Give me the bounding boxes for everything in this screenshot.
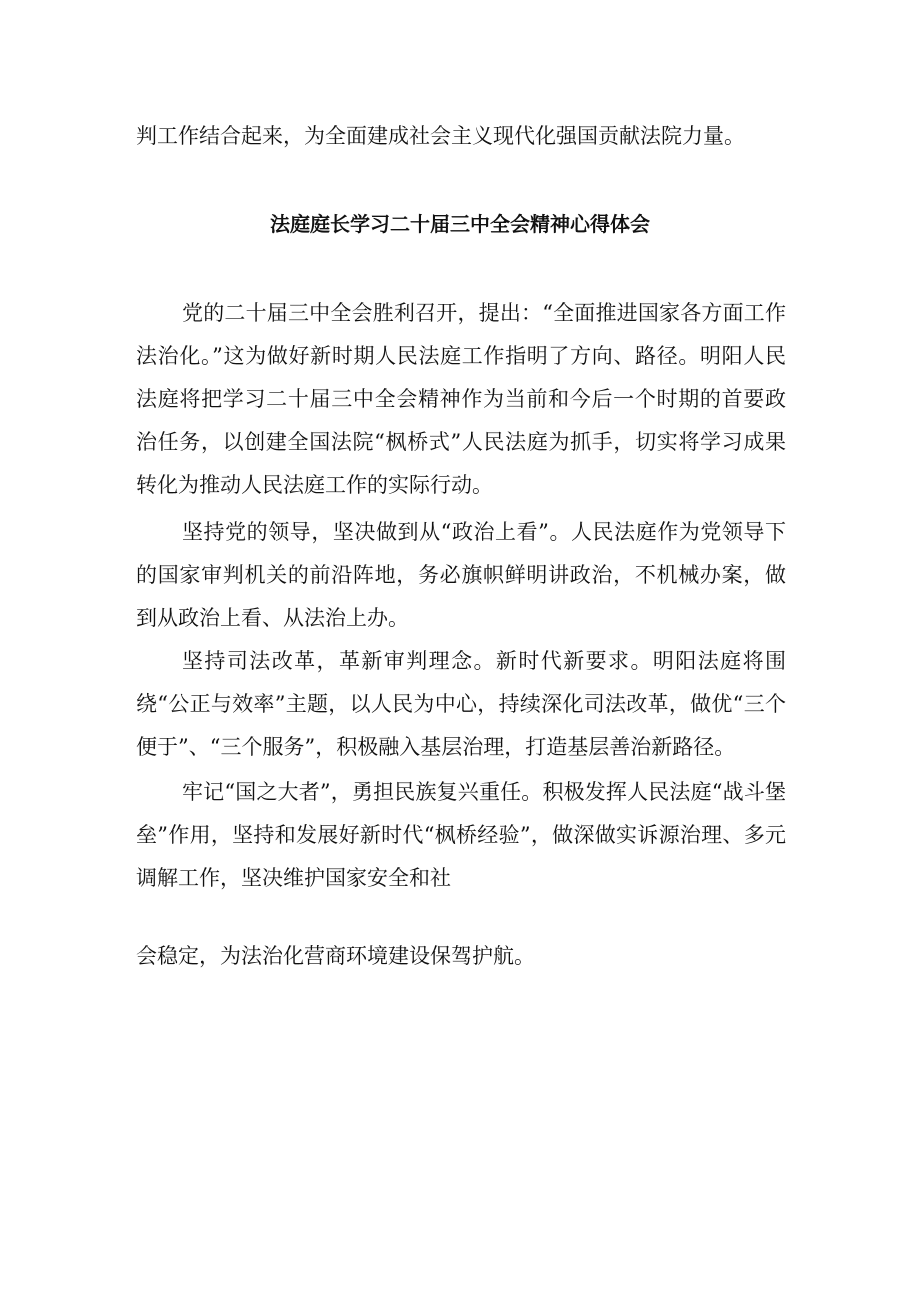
tail-line: 会稳定，为法治化营商环境建设保驾护航。 xyxy=(136,944,535,968)
paragraph-1: 党的二十届三中全会胜利召开，提出：“全面推进国家各方面工作法治化。”这为做好新时期人民法庭工作指明了方向、路径。明阳人民法庭将把学习二十届三中全会精神作为当前和今后一个时期的首要政治任务，以创建全国法院“枫桥式”人民法庭为抓手，切实将学习成果转化为推动人民法庭工作的实际行动。 xyxy=(136,301,786,497)
document-title: 法庭庭长学习二十届三中全会精神心得体会 xyxy=(270,212,650,236)
lead-line: 判工作结合起来，为全面建成社会主义现代化强国贡献法院力量。 xyxy=(136,124,745,148)
paragraph-4: 牢记“国之大者”，勇担民族复兴重任。积极发挥人民法庭“战斗堡垒”作用，坚持和发展好新时代“枫桥经验”，做深做实诉源治理、多元调解工作，坚决维护国家安全和社 xyxy=(136,780,786,890)
paragraph-3: 坚持司法改革，革新审判理念。新时代新要求。明阳法庭将围绕“公正与效率”主题，以人民为中心，持续深化司法改革，做优“三个便于”、“三个服务”，积极融入基层治理，打造基层善治新路径。 xyxy=(136,649,786,759)
paragraph-2: 坚持党的领导，坚决做到从“政治上看”。人民法庭作为党领导下的国家审判机关的前沿阵地，务必旗帜鲜明讲政治，不机械办案，做到从政治上看、从法治上办。 xyxy=(136,520,786,630)
